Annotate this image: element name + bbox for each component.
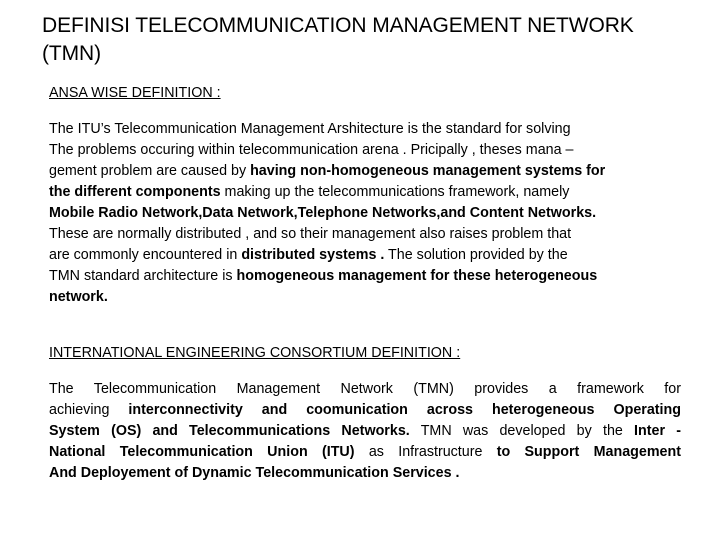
iec-line-3-text: TMN was developed by the (409, 423, 635, 439)
ansa-heading: ANSA WISE DEFINITION : (49, 85, 221, 101)
ansa-line-7-bold: distributed systems . (241, 247, 385, 263)
ansa-line-7-tail: The solution provided by the (384, 247, 568, 263)
ansa-line-6: These are normally distributed , and so their management also raises problem that (49, 226, 572, 242)
iec-line-4-bold-tail: to Support Management (496, 444, 681, 460)
iec-heading: INTERNATIONAL ENGINEERING CONSORTIUM DEFINITION : (49, 345, 461, 361)
ansa-section (49, 83, 681, 308)
ansa-line-4-text: making up the telecommunications framework, namely (220, 184, 570, 200)
iec-line-2 (49, 400, 681, 421)
iec-line-4 (49, 442, 681, 463)
iec-line-3-bold: System (OS) and Telecommunications Networks. (49, 423, 410, 439)
ansa-line-2: The problems occuring within telecommunication arena . Pricipally , theses mana – (49, 142, 574, 158)
iec-line-2-bold: interconnectivity and coomunication across heterogeneous Operating (128, 402, 681, 418)
iec-line-3-bold-tail: Inter - (634, 423, 681, 439)
ansa-line-5-bold: Mobile Radio Network,Data Network,Telephone Networks,and Content Networks. (49, 205, 597, 221)
ansa-line-1: The ITU’s Telecommunication Management Arshitecture is the standard for solving (49, 121, 571, 137)
iec-line-5-bold: And Deployement of Dynamic Telecommunication Services . (49, 465, 460, 481)
title-line-2: (TMN) (42, 42, 101, 65)
iec-line-2-text: achieving (49, 402, 129, 418)
iec-line-4-text: as Infrastructure (354, 444, 497, 460)
ansa-line-8-text: TMN standard architecture is (49, 268, 237, 284)
iec-line-1: The Telecommunication Management Network (TMN) provides a framework for (49, 381, 681, 397)
ansa-line-7 (49, 245, 681, 266)
iec-line-5 (49, 463, 681, 484)
ansa-line-4 (49, 182, 681, 203)
ansa-line-8-bold: homogeneous management for these heterogeneous (236, 268, 598, 284)
ansa-line-3-text: gement problem are caused by (49, 163, 251, 179)
ansa-line-7-text: are commonly encountered in (49, 247, 242, 263)
ansa-line-5 (49, 203, 681, 224)
title-line-1: DEFINISI TELECOMMUNICATION MANAGEMENT NETWORK (42, 14, 634, 37)
ansa-line-3 (49, 161, 681, 182)
ansa-line-4-bold: the different components (49, 184, 221, 200)
iec-line-4-bold: National Telecommunication Union (ITU) (49, 444, 355, 460)
ansa-paragraph (49, 119, 681, 308)
ansa-line-3-bold: having non-homogeneous management systems for (250, 163, 606, 179)
ansa-line-8 (49, 266, 681, 287)
iec-line-3 (49, 421, 681, 442)
ansa-line-9 (49, 287, 681, 308)
iec-section (49, 343, 681, 484)
page-title (42, 12, 682, 68)
ansa-line-9-bold: network. (49, 289, 108, 305)
iec-paragraph (49, 379, 681, 484)
